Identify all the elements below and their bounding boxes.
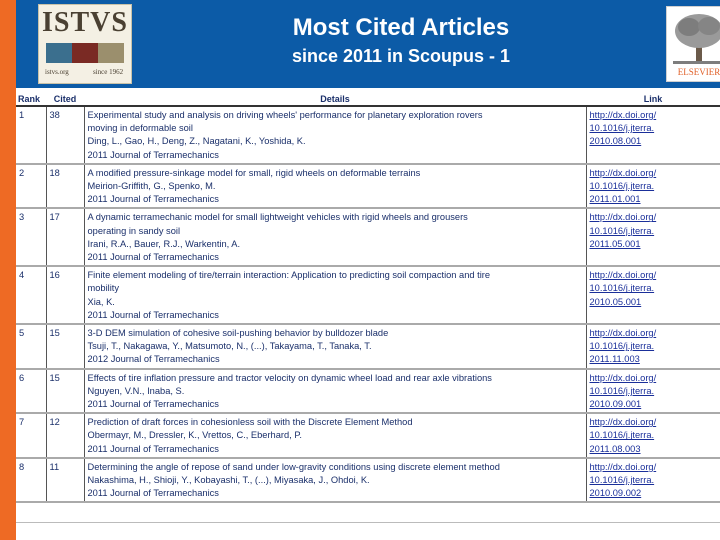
doi-link[interactable]: 2010.08.001 xyxy=(589,136,642,147)
cited-cell: 17 xyxy=(46,208,84,266)
doi-link[interactable]: 10.1016/j.jterra. xyxy=(589,123,655,134)
details-line: 2011 Journal of Terramechanics xyxy=(87,399,219,410)
doi-link[interactable]: 2011.05.001 xyxy=(589,238,641,249)
details-line: moving in deformable soil xyxy=(87,123,193,134)
doi-link[interactable]: 10.1016/j.jterra. xyxy=(589,385,655,396)
link-cell xyxy=(586,106,720,164)
cited-cell: 11 xyxy=(46,458,84,503)
doi-link[interactable]: 10.1016/j.jterra. xyxy=(589,283,655,294)
table-row xyxy=(16,458,720,503)
link-cell xyxy=(586,208,720,266)
details-cell xyxy=(84,266,586,324)
doi-link[interactable]: 2011.01.001 xyxy=(589,194,641,205)
details-line: Nguyen, V.N., Inaba, S. xyxy=(87,385,185,396)
details-header: Details xyxy=(84,92,586,106)
doi-link[interactable]: 10.1016/j.jterra. xyxy=(589,181,655,192)
doi-link[interactable]: 2010.09.002 xyxy=(589,488,642,499)
doi-link[interactable]: http://dx.doi.org/ xyxy=(589,417,657,428)
link-cell xyxy=(586,266,720,324)
cited-cell: 16 xyxy=(46,266,84,324)
details-cell xyxy=(84,208,586,266)
rank-cell: 8 xyxy=(16,458,46,503)
doi-link[interactable]: 10.1016/j.jterra. xyxy=(589,225,655,236)
logo-block-icon xyxy=(98,43,124,63)
table-header-row xyxy=(16,92,720,106)
rank-cell: 1 xyxy=(16,106,46,164)
details-line: 2011 Journal of Terramechanics xyxy=(87,252,219,263)
details-line: 2011 Journal of Terramechanics xyxy=(87,443,219,454)
doi-link[interactable]: 2010.09.001 xyxy=(589,399,642,410)
logo-since: since 1962 xyxy=(93,68,124,76)
doi-link[interactable]: http://dx.doi.org/ xyxy=(589,110,657,120)
details-line: A dynamic terramechanic model for small lightweight vehicles with rigid wheels and grousers xyxy=(87,212,468,223)
table-row xyxy=(16,164,720,209)
logo-text: ISTVS xyxy=(42,7,128,38)
details-line: Prediction of draft forces in cohesionless soil with the Discrete Element Method xyxy=(87,417,413,428)
details-line: A modified pressure-sinkage model for small, rigid wheels on deformable terrains xyxy=(87,167,421,178)
logo-block-icon xyxy=(46,43,72,63)
citations-table xyxy=(16,92,720,503)
rank-header: Rank xyxy=(16,92,46,106)
details-line: Meirion-Griffith, G., Spenko, M. xyxy=(87,181,216,192)
tree-icon xyxy=(667,7,720,67)
link-cell xyxy=(586,164,720,209)
footer-divider xyxy=(16,522,720,523)
details-cell xyxy=(84,458,586,503)
link-header: Link xyxy=(586,92,720,106)
accent-bar xyxy=(0,0,16,540)
cited-cell: 15 xyxy=(46,324,84,369)
table-row xyxy=(16,106,720,164)
details-line: 2011 Journal of Terramechanics xyxy=(87,309,219,320)
details-line: Effects of tire inflation pressure and tractor velocity on dynamic wheel load and rear axle vibrations xyxy=(87,372,492,383)
cited-cell: 12 xyxy=(46,413,84,458)
table-row xyxy=(16,369,720,414)
rank-cell: 2 xyxy=(16,164,46,209)
details-cell xyxy=(84,106,586,164)
details-line: Ding, L., Gao, H., Deng, Z., Nagatani, K., Yoshida, K. xyxy=(87,136,306,147)
doi-link[interactable]: 2011.08.003 xyxy=(589,443,641,454)
doi-link[interactable]: 2011.11.003 xyxy=(589,354,640,365)
cited-cell: 18 xyxy=(46,164,84,209)
logo-block-icon xyxy=(72,43,98,63)
link-cell xyxy=(586,369,720,414)
rank-cell: 3 xyxy=(16,208,46,266)
details-line: operating in sandy soil xyxy=(87,225,181,236)
logo-url: istvs.org xyxy=(45,68,69,76)
table-row xyxy=(16,266,720,324)
details-line: 2011 Journal of Terramechanics xyxy=(87,149,219,160)
table-row xyxy=(16,208,720,266)
elsevier-logo xyxy=(666,6,720,82)
doi-link[interactable]: 2010.05.001 xyxy=(589,296,642,307)
details-cell xyxy=(84,324,586,369)
details-line: mobility xyxy=(87,283,120,294)
details-cell xyxy=(84,413,586,458)
rank-cell: 7 xyxy=(16,413,46,458)
publisher-name: ELSEVIER xyxy=(677,67,720,77)
doi-link[interactable]: http://dx.doi.org/ xyxy=(589,270,657,281)
details-line: Experimental study and analysis on driving wheels' performance for planetary exploration rovers xyxy=(87,110,483,120)
details-line: 2011 Journal of Terramechanics xyxy=(87,488,219,499)
details-cell xyxy=(84,164,586,209)
header-banner xyxy=(16,0,720,88)
page-title: Most Cited Articles xyxy=(292,14,510,41)
doi-link[interactable]: 10.1016/j.jterra. xyxy=(589,430,655,441)
rank-cell: 6 xyxy=(16,369,46,414)
details-line: Nakashima, H., Shioji, Y., Kobayashi, T., (...), Miyasaka, J., Ohdoi, K. xyxy=(87,475,370,486)
rank-cell: 5 xyxy=(16,324,46,369)
doi-link[interactable]: http://dx.doi.org/ xyxy=(589,461,657,472)
rank-cell: 4 xyxy=(16,266,46,324)
doi-link[interactable]: http://dx.doi.org/ xyxy=(589,372,657,383)
doi-link[interactable]: 10.1016/j.jterra. xyxy=(589,475,655,486)
cited-cell: 15 xyxy=(46,369,84,414)
table-row xyxy=(16,413,720,458)
details-line: 3-D DEM simulation of cohesive soil-pushing behavior by bulldozer blade xyxy=(87,328,389,339)
link-cell xyxy=(586,458,720,503)
details-line: Tsuji, T., Nakagawa, Y., Matsumoto, N., (...), Takayama, T., Tanaka, T. xyxy=(87,341,372,352)
doi-link[interactable]: http://dx.doi.org/ xyxy=(589,328,657,339)
details-line: 2011 Journal of Terramechanics xyxy=(87,194,219,205)
details-line: Determining the angle of repose of sand under low-gravity conditions using discrete element method xyxy=(87,461,500,472)
istvs-logo xyxy=(38,4,132,84)
details-cell xyxy=(84,369,586,414)
page-subtitle: since 2011 in Scoupus - 1 xyxy=(291,46,511,66)
details-line: Finite element modeling of tire/terrain interaction: Application to predicting soil compaction and tire xyxy=(87,270,491,281)
link-cell xyxy=(586,324,720,369)
details-line: Obermayr, M., Dressler, K., Vrettos, C., Eberhard, P. xyxy=(87,430,302,441)
link-cell xyxy=(586,413,720,458)
details-line: Xia, K. xyxy=(87,296,115,307)
cited-cell: 38 xyxy=(46,106,84,164)
doi-link[interactable]: http://dx.doi.org/ xyxy=(589,167,657,178)
table-row xyxy=(16,324,720,369)
doi-link[interactable]: http://dx.doi.org/ xyxy=(589,212,657,223)
cited-header: Cited xyxy=(46,92,84,106)
details-line: 2012 Journal of Terramechanics xyxy=(87,354,220,365)
doi-link[interactable]: 10.1016/j.jterra. xyxy=(589,341,655,352)
details-line: Irani, R.A., Bauer, R.J., Warkentin, A. xyxy=(87,238,241,249)
